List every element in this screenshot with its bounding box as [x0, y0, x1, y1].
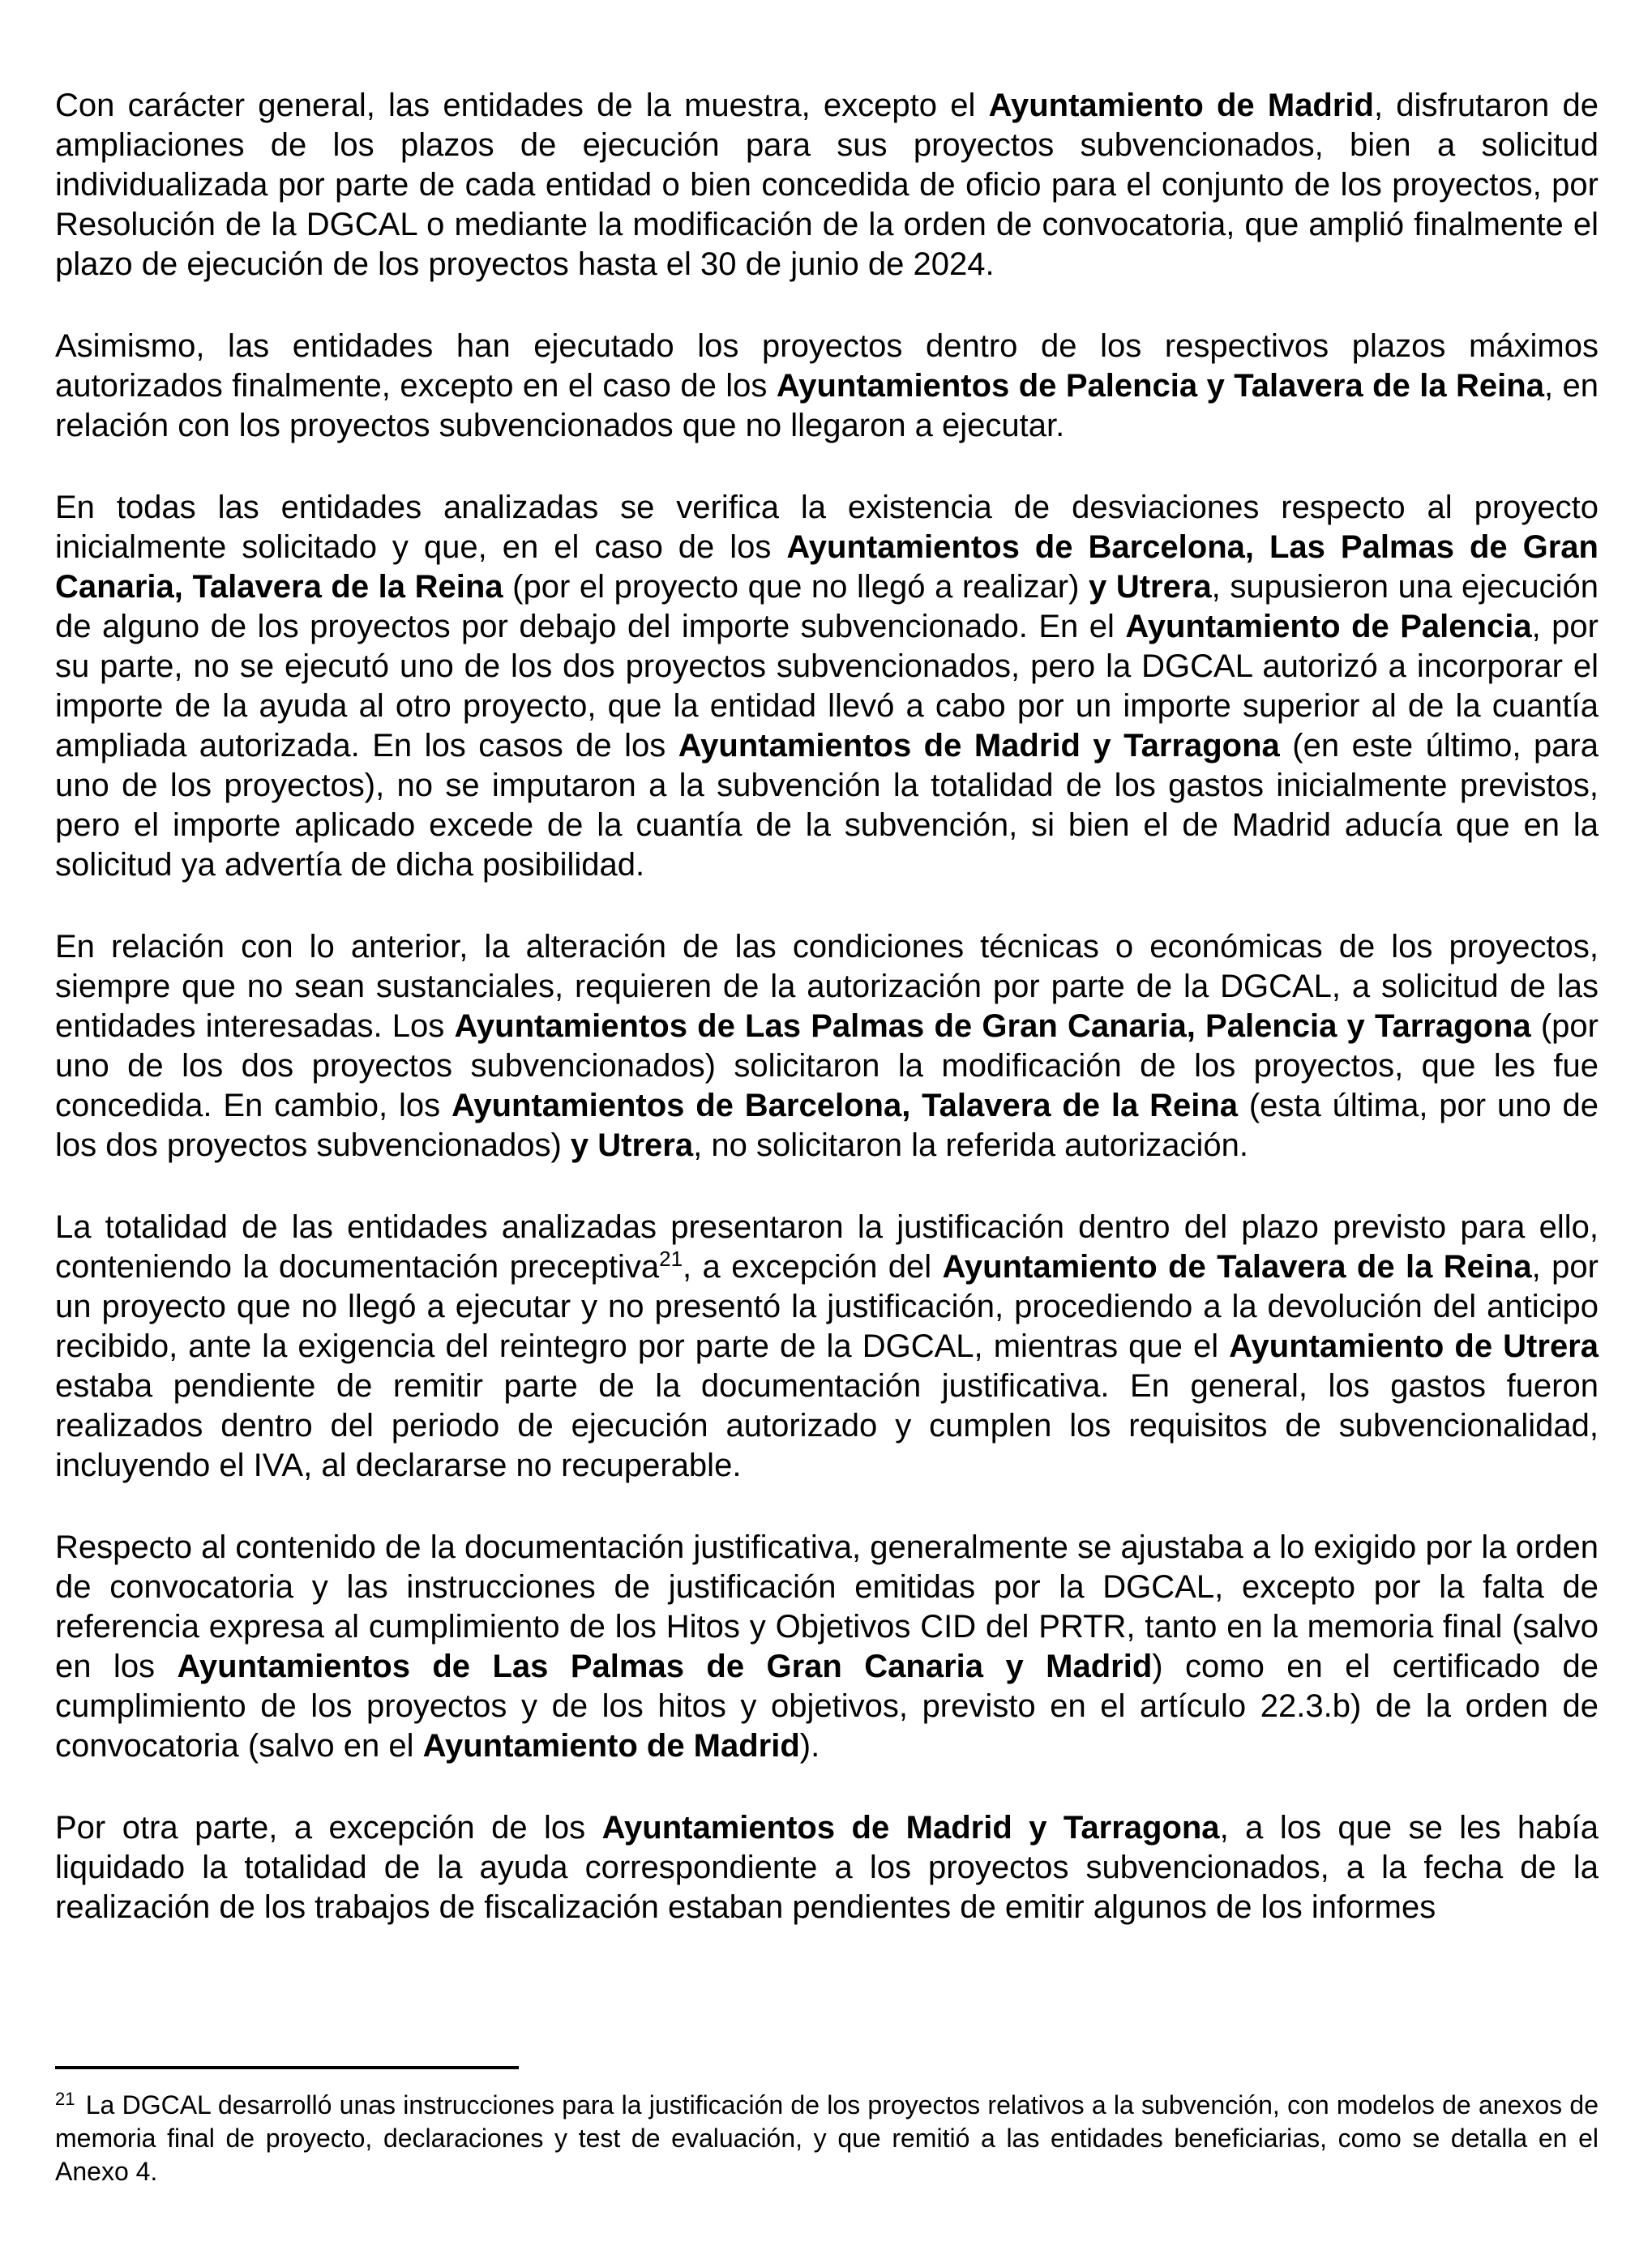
footnote-separator-line — [55, 2066, 519, 2069]
entity-name-bold: y Utrera — [570, 1127, 694, 1163]
text-run: Por otra parte, a excepción de los — [55, 1810, 602, 1846]
entity-name-bold: Ayuntamientos de Palencia y Talavera de la Reina — [776, 368, 1544, 404]
text-run: , por su parte, no se ejecutó uno de los dos proyectos subvencionados, pero la DGCAL autorizó a incorporar el importe de la ayuda al otro proyecto, que la entidad llevó a cabo por un importe superior al de la cuantía ampliada autorizada. En los casos de los — [55, 609, 1599, 764]
entity-name-bold: Ayuntamientos de Las Palmas de Gran Canaria, Palencia y Tarragona — [454, 1008, 1531, 1044]
entity-name-bold: Ayuntamiento de Talavera de la Reina — [942, 1249, 1532, 1285]
text-run: Respecto al contenido de la documentación justificativa, generalmente se ajustaba a lo exigido por la orden de convocatoria y las instrucciones de justificación emitidas por la DGCAL, excepto por la falta de referencia expresa al cumplimiento de los Hitos y Objetivos CID del PRTR, tanto en la memoria final (salvo en los — [55, 1529, 1599, 1684]
entity-name-bold: Ayuntamiento de Utrera — [1229, 1328, 1599, 1364]
entity-name-bold: Ayuntamientos de Barcelona, Talavera de la Reina — [451, 1088, 1239, 1123]
text-run: Asimismo, las entidades han ejecutado los proyectos dentro de los respectivos plazos máximos autorizados finalmente, excepto en el caso de los — [55, 328, 1599, 404]
text-run: (por uno de los dos proyectos subvencionados) solicitaron la modificación de los proyectos, que les fue concedida. En cambio, los — [55, 1008, 1599, 1123]
document-body — [55, 86, 1599, 1927]
text-run: , a los que se les había liquidado la totalidad de la ayuda correspondiente a los proyectos subvencionados, a la fecha de la realización de los trabajos de fiscalización estaban pendientes de emitir algunos de los informes — [55, 1810, 1599, 1925]
text-run: Con carácter general, las entidades de la muestra, excepto el — [55, 88, 989, 123]
text-run: , en relación con los proyectos subvencionados que no llegaron a ejecutar. — [55, 368, 1599, 443]
entity-name-bold: Ayuntamientos de Barcelona, Las Palmas de Gran Canaria, Talavera de la Reina — [55, 529, 1599, 605]
paragraph-7 — [55, 1808, 1599, 1927]
text-run: En relación con lo anterior, la alteración de las condiciones técnicas o económicas de los proyectos, siempre que no sean sustanciales, requieren de la autorización por parte de la DGCAL, a solicitud de las entidades interesadas. Los — [55, 929, 1599, 1044]
text-run: , por un proyecto que no llegó a ejecutar y no presentó la justificación, procediendo a la devolución del anticipo recibido, ante la exigencia del reintegro por parte de la DGCAL, mientras que el — [55, 1249, 1599, 1364]
footnote-marker: 21 — [55, 2089, 75, 2109]
text-run: ). — [799, 1728, 820, 1764]
text-run: En todas las entidades analizadas se verifica la existencia de desviaciones respecto al proyecto inicialmente solicitado y que, en el caso de los — [55, 490, 1599, 565]
text-run: (por el proyecto que no llegó a realizar) — [503, 569, 1089, 605]
entity-name-bold: y Utrera — [1089, 569, 1212, 605]
entity-name-bold: Ayuntamientos de Las Palmas de Gran Canaria y Madrid — [177, 1649, 1153, 1684]
paragraph-6 — [55, 1528, 1599, 1766]
text-run: ) como en el certificado de cumplimiento de los proyectos y de los hitos y objetivos, previsto en el artículo 22.3.b) de la orden de convocatoria (salvo en el — [55, 1649, 1599, 1764]
footnote-text — [55, 2089, 1599, 2188]
paragraph-4 — [55, 927, 1599, 1166]
paragraph-3 — [55, 488, 1599, 885]
text-run: (esta última, por uno de los dos proyectos subvencionados) — [55, 1088, 1599, 1163]
entity-name-bold: Ayuntamiento de Palencia — [1125, 609, 1532, 644]
entity-name-bold: Ayuntamientos de Madrid y Tarragona — [601, 1810, 1220, 1846]
text-run: , no solicitaron la referida autorización. — [693, 1127, 1248, 1163]
text-run: , a excepción del — [683, 1249, 943, 1285]
paragraph-1 — [55, 86, 1599, 284]
text-run: estaba pendiente de remitir parte de la documentación justificativa. En general, los gastos fueron realizados dentro del periodo de ejecución autorizado y cumplen los requisitos de subvencionalidad, incluyendo el IVA, al declararse no recuperable. — [55, 1368, 1599, 1483]
paragraph-2 — [55, 327, 1599, 446]
text-run: , supusieron una ejecución de alguno de los proyectos por debajo del importe subvencionado. En el — [55, 569, 1599, 644]
entity-name-bold: Ayuntamiento de Madrid — [988, 88, 1374, 123]
entity-name-bold: Ayuntamientos de Madrid y Tarragona — [678, 728, 1280, 764]
footnote-area — [55, 2066, 1599, 2188]
text-run: , disfrutaron de ampliaciones de los plazos de ejecución para sus proyectos subvencionados, bien a solicitud individualizada por parte de cada entidad o bien concedida de oficio para el conjunto de los proyectos, por Resolución de la DGCAL o mediante la modificación de la orden de convocatoria, que amplió finalmente el plazo de ejecución de los proyectos hasta el 30 de junio de 2024. — [55, 88, 1599, 282]
text-run: (en este último, para uno de los proyectos), no se imputaron a la subvención la totalidad de los gastos inicialmente previstos, pero el importe aplicado excede de la cuantía de la subvención, si bien el de Madrid aducía que en la solicitud ya advertía de dicha posibilidad. — [55, 728, 1599, 883]
footnote-reference-superscript: 21 — [659, 1247, 683, 1271]
text-run: La totalidad de las entidades analizadas presentaron la justificación dentro del plazo previsto para ello, conteniendo la documentación preceptiva — [55, 1209, 1599, 1285]
paragraph-5 — [55, 1208, 1599, 1486]
text-run: La DGCAL desarrolló unas instrucciones para la justificación de los proyectos relativos a la subvención, con modelos de anexos de memoria final de proyecto, declaraciones y test de evaluación, y que remitió a las entidades beneficiarias, como se detalla en el Anexo 4. — [55, 2090, 1599, 2186]
entity-name-bold: Ayuntamiento de Madrid — [422, 1728, 800, 1764]
